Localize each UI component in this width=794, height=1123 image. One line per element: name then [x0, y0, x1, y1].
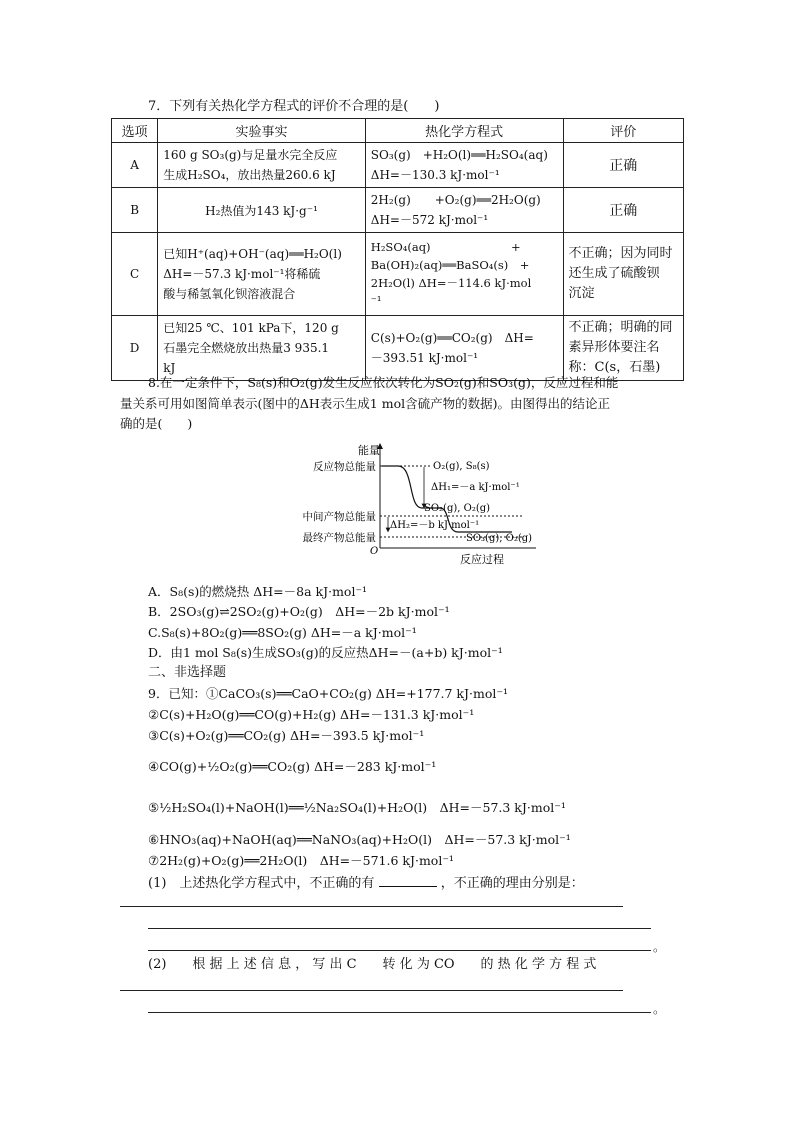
header-evaluation: 评价: [563, 119, 684, 143]
q8-option-a: A．S₈(s)的燃烧热 ΔH=－8a kJ·mol⁻¹: [148, 584, 368, 599]
row-fact: 160 g SO₃(g)与足量水完全反应 生成H₂SO₄，放出热量260.6 kJ: [158, 143, 366, 188]
row-evaluation: 不正确；因为同时 还生成了硫酸钡 沉淀: [563, 233, 684, 316]
q8-stem-line2: 量关系可用如图简单表示(图中的ΔH表示生成1 mol含硫产物的数据)。由图得出的结论正: [120, 396, 610, 411]
row-equation: 2H₂(g) +O₂(g)══2H₂O(g) ΔH=－572 kJ·mol⁻¹: [365, 188, 563, 233]
q8-option-b: B．2SO₃(g)⇌2SO₂(g)+O₂(g) ΔH=－2b kJ·mol⁻¹: [148, 604, 450, 619]
q9-stem: 9．已知：①CaCO₃(s)══CaO+CO₂(g) ΔH=+177.7 kJ·mol⁻¹: [148, 686, 508, 701]
period-mark: 。: [653, 1001, 666, 1016]
energy-diagram: [290, 440, 540, 570]
row-option: D: [112, 316, 158, 381]
q7-stem: 7．下列有关热化学方程式的评价不合理的是( ): [148, 99, 440, 114]
row-evaluation: 正确: [563, 188, 684, 233]
row-evaluation: 不正确；明确的同 素异形体要注名 称：C(s，石墨): [563, 316, 684, 381]
answer-blank[interactable]: [379, 874, 437, 887]
q9-eq-4: ④CO(g)+½O₂(g)══CO₂(g) ΔH=－283 kJ·mol⁻¹: [148, 759, 437, 774]
table-row: [112, 316, 684, 381]
q9-eq-2: ②C(s)+H₂O(g)══CO(g)+H₂(g) ΔH=－131.3 kJ·mol⁻¹: [148, 707, 475, 722]
answer-line[interactable]: [148, 950, 651, 951]
answer-line[interactable]: [148, 928, 651, 929]
dh1-label: ΔH₁=－a kJ·mol⁻¹: [431, 482, 520, 493]
level-reactant-label: 反应物总能量: [313, 461, 376, 473]
row-equation: C(s)+O₂(g)══CO₂(g) ΔH= －393.51 kJ·mol⁻¹: [365, 316, 563, 381]
q8-option-c: C.S₈(s)+8O₂(g)══8SO₂(g) ΔH=－a kJ·mol⁻¹: [148, 625, 417, 640]
q9-eq-6: ⑥HNO₃(aq)+NaOH(aq)══NaNO₃(aq)+H₂O(l) ΔH=－57.3 kJ·mol⁻¹: [148, 832, 571, 847]
q7-table: [111, 118, 684, 381]
q9-part1-text-a: (1) 上述热化学方程式中，不正确的有: [148, 876, 375, 891]
header-equation: 热化学方程式: [365, 119, 563, 143]
header-option: 选项: [112, 119, 158, 143]
level-final-label: 最终产物总能量: [302, 532, 376, 544]
table-header-row: [112, 119, 684, 143]
q9-eq-7: ⑦2H₂(g)+O₂(g)══2H₂O(l) ΔH=－571.6 kJ·mol⁻¹: [148, 853, 454, 868]
answer-line[interactable]: [120, 906, 623, 907]
q9-eq-5: ⑤½H₂SO₄(l)+NaOH(l)══½Na₂SO₄(l)+H₂O(l) ΔH=－57.3 kJ·mol⁻¹: [148, 800, 566, 815]
row-option: C: [112, 233, 158, 316]
answer-line[interactable]: [120, 990, 623, 991]
header-fact: 实验事实: [158, 119, 366, 143]
q9-part1: [148, 874, 584, 893]
level-intermediate-label: 中间产物总能量: [302, 511, 376, 523]
row-fact: H₂热值为143 kJ·g⁻¹: [158, 188, 366, 233]
row-fact: 已知25 ℃、101 kPa下，120 g 石墨完全燃烧放出热量3 935.1 kJ: [158, 316, 366, 381]
row-equation: H₂SO₄(aq) + Ba(OH)₂(aq)══BaSO₄(s) + 2H₂O(l) ΔH=－114.6 kJ·mol ⁻¹: [365, 233, 563, 316]
section-heading: 二、非选择题: [148, 665, 227, 680]
row-equation: SO₃(g) +H₂O(l)══H₂SO₄(aq) ΔH=－130.3 kJ·mol⁻¹: [365, 143, 563, 188]
row-evaluation: 正确: [563, 143, 684, 188]
species-intermediate: SO₂(g), O₂(g): [424, 503, 491, 514]
dh2-label: ΔH₂=－b kJ·mol⁻¹: [390, 520, 480, 531]
origin-label: O: [370, 546, 379, 557]
table-row: [112, 233, 684, 316]
q9-eq-3: ③C(s)+O₂(g)══CO₂(g) ΔH=－393.5 kJ·mol⁻¹: [148, 728, 425, 743]
q9-part1-text-b: ，不正确的理由分别是：: [440, 876, 584, 891]
q9-part2: (2) 根 据 上 述 信 息 ， 写 出 C 转 化 为 CO 的 热 化 学 方 程 式: [148, 957, 597, 972]
row-option: B: [112, 188, 158, 233]
row-option: A: [112, 143, 158, 188]
answer-line[interactable]: [148, 1012, 651, 1013]
table-row: [112, 143, 684, 188]
y-axis-label: 能量: [358, 444, 380, 457]
table-row: [112, 188, 684, 233]
q8-stem-line1: 8.在一定条件下，S₈(s)和O₂(g)发生反应依次转化为SO₂(g)和SO₃(g)，反应过程和能: [148, 375, 619, 390]
row-fact: 已知H⁺(aq)+OH⁻(aq)══H₂O(l) ΔH=－57.3 kJ·mol⁻¹将稀硫 酸与稀氢氧化钡溶液混合: [158, 233, 366, 316]
species-reactant: O₂(g), S₈(s): [433, 461, 490, 472]
q8-option-d: D．由1 mol S₈(s)生成SO₃(g)的反应热ΔH=－(a+b) kJ·mol⁻¹: [148, 645, 503, 660]
q8-stem-line3: 确的是( ): [120, 416, 193, 431]
period-mark: 。: [653, 939, 666, 954]
species-final: SO₃(g), O₂(g): [466, 533, 533, 544]
x-axis-label: 反应过程: [460, 553, 504, 566]
